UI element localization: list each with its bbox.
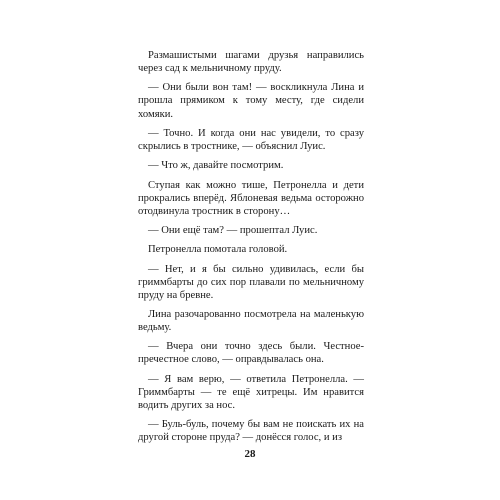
paragraph: — Они ещё там? — прошептал Луис. <box>148 224 318 236</box>
paragraph: — Что ж, давайте посмотрим. <box>148 160 284 172</box>
page-number: 28 <box>244 448 256 460</box>
paragraph: — Я вам верю, — ответила Петронелла. — Гриммбарты — те ещё хитрецы. Им нравится водить других за нос. <box>138 373 364 411</box>
paragraph: — Вчера они точно здесь были. Честное-пречестное слово, — оправдывалась она. <box>138 341 364 366</box>
paragraph: Лина разочарованно посмотрела на маленькую ведьму. <box>138 309 364 334</box>
paragraph: Размашистыми шагами друзья направились через сад к мельничному пруду. <box>138 50 364 75</box>
paragraph: Ступая как можно тише, Петронелла и дети прокрались вперёд. Яблоневая ведьма осторожно отодвинула тростник в сторону… <box>138 179 364 217</box>
paragraph: — Буль-буль, почему бы вам не поискать их на другой стороне пруда? — донёсся голос, и из <box>138 419 364 444</box>
paragraph: — Точно. И когда они нас увидели, то сразу скрылись в тростнике, — объяснил Луис. <box>138 127 364 152</box>
body-text <box>138 49 364 451</box>
paragraph: Петронелла помотала головой. <box>148 244 288 256</box>
paragraph: — Они были вон там! — воскликнула Лина и прошла прямиком к тому месту, где сидели хомяки. <box>138 82 364 120</box>
paragraph: — Нет, и я бы сильно удивилась, если бы гриммбарты до сих пор плавали по мельничному пруду на бревне. <box>138 263 364 301</box>
